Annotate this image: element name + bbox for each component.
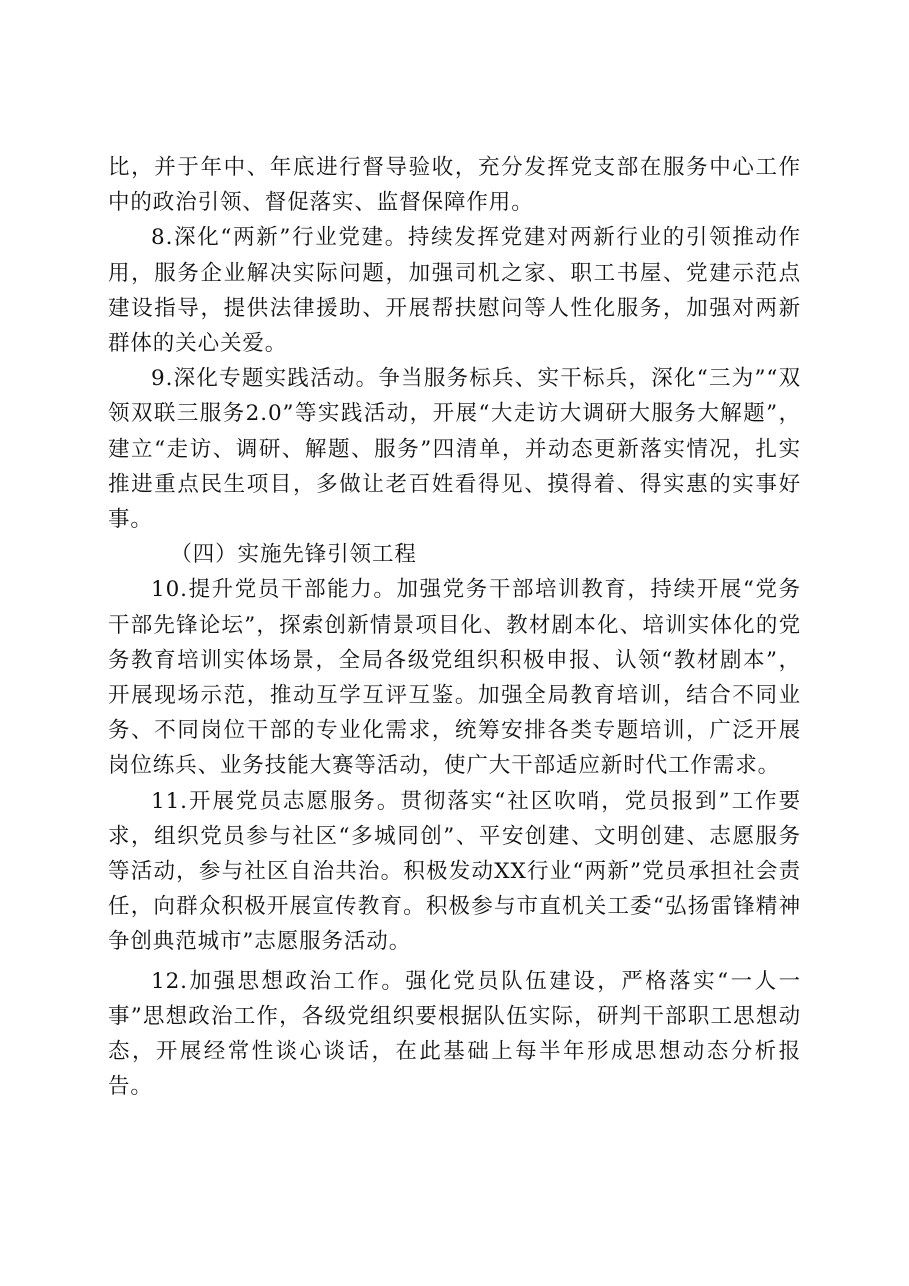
- paragraph-item-11: 11.开展党员志愿服务。贯彻落实“社区吹哨，党员报到”工作要求，组织党员参与社区“多城同创”、平安创建、文明创建、志愿服务等活动，参与社区自治共治。积极发动XX行业“两新”党员承担社会责任，向群众积极开展宣传教育。积极参与市直机关工委“弘扬雷锋精神争创典范城市”志愿服务活动。: [108, 788, 801, 955]
- section-heading-4: （四）实施先锋引领工程: [170, 542, 417, 568]
- paragraph-continuation: 比，并于年中、年底进行督导验收，充分发挥党支部在服务中心工作中的政治引领、督促落实、监督保障作用。: [108, 155, 801, 216]
- paragraph-item-8: 8.深化“两新”行业党建。持续发挥党建对两新行业的引领推动作用，服务企业解决实际问题，加强司机之家、职工书屋、党建示范点建设指导，提供法律援助、开展帮扶慰问等人性化服务，加强对两新群体的关心关爱。: [108, 225, 801, 357]
- document-body: [108, 150, 801, 1104]
- paragraph-item-12: 12.加强思想政治工作。强化党员队伍建设，严格落实“一人一事”思想政治工作，各级党组织要根据队伍实际，研判干部职工思想动态，开展经常性谈心谈话，在此基础上每半年形成思想动态分析报告。: [108, 968, 801, 1100]
- paragraph-item-10: 10.提升党员干部能力。加强党务干部培训教育，持续开展“党务干部先锋论坛”，探索创新情景项目化、教材剧本化、培训实体化的党务教育培训实体场景，全局各级党组织积极申报、认领“教材剧本”，开展现场示范，推动互学互评互鉴。加强全局教育培训，结合不同业务、不同岗位干部的专业化需求，统筹安排各类专题培训，广泛开展岗位练兵、业务技能大赛等活动，使广大干部适应新时代工作需求。: [108, 577, 801, 779]
- paragraph-item-9: 9.深化专题实践活动。争当服务标兵、实干标兵，深化“三为”“双领双联三服务2.0”等实践活动，开展“大走访大调研大服务大解题”，建立“走访、调研、解题、服务”四清单，并动态更新落实情况，扎实推进重点民生项目，多做让老百姓看得见、摸得着、得实惠的实事好事。: [108, 366, 801, 533]
